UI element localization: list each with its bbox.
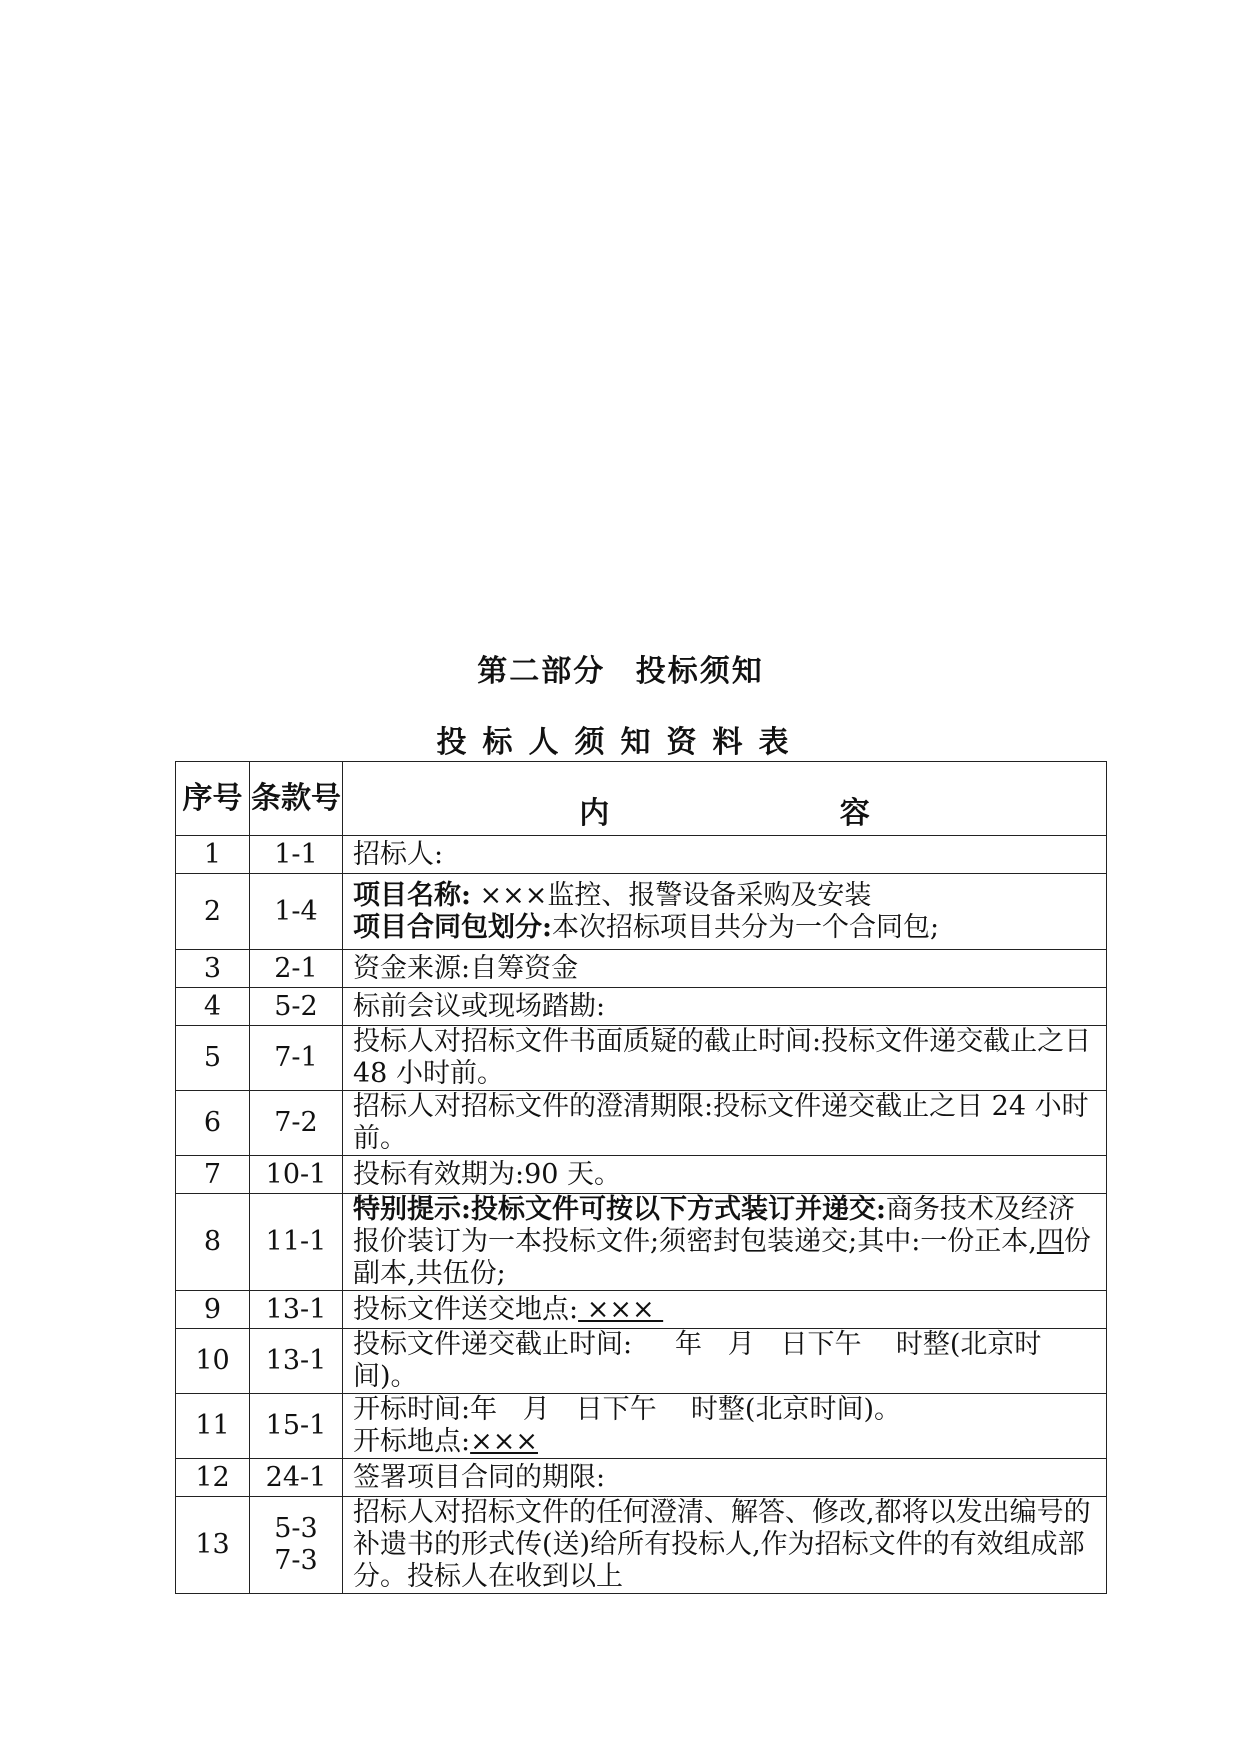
table-row	[176, 1026, 1107, 1091]
row-clause: 1-4	[250, 874, 343, 950]
table-row	[176, 988, 1107, 1026]
copies-count: 四	[1036, 1226, 1064, 1257]
clause-b: 7-3	[274, 1545, 318, 1576]
special-notice-label: 特别提示:投标文件可按以下方式装订并递交:	[353, 1194, 886, 1225]
special-notice-text: 商务技术及经济报价装订为一本投标文件;须密封包装递交;其中:一份正本,	[353, 1194, 1075, 1257]
row-no: 10	[176, 1329, 250, 1394]
row-content: 招标人对招标文件的任何澄清、解答、修改,都将以发出编号的补遗书的形式传(送)给所有投标人,作为招标文件的有效组成部分。投标人在收到以上	[343, 1497, 1107, 1594]
row-no: 7	[176, 1156, 250, 1194]
row-clause: 5-2	[250, 988, 343, 1026]
project-name-label: 项目名称:	[353, 879, 471, 911]
table-row	[176, 1291, 1107, 1329]
row-no: 2	[176, 874, 250, 950]
info-table	[175, 761, 1107, 1594]
table-row	[176, 1459, 1107, 1497]
row-content: 资金来源:自筹资金	[343, 950, 1107, 988]
project-name-value: ×××监控、报警设备采购及安装	[470, 879, 872, 911]
table-row	[176, 1394, 1107, 1459]
row-content: 签署项目合同的期限:	[343, 1459, 1107, 1497]
row-no: 8	[176, 1194, 250, 1291]
row-no: 5	[176, 1026, 250, 1091]
opening-place-value: ×××	[470, 1426, 538, 1457]
row-no: 12	[176, 1459, 250, 1497]
table-row	[176, 874, 1107, 950]
row-content: 投标有效期为:90 天。	[343, 1156, 1107, 1194]
row-content: 招标人对招标文件的澄清期限:投标文件递交截止之日 24 小时前。	[343, 1091, 1107, 1156]
row-no: 4	[176, 988, 250, 1026]
opening-time: 开标时间:年 月 日下午 时整(北京时间)。	[353, 1394, 901, 1425]
row-content: 投标文件递交截止时间: 年 月 日下午 时整(北京时间)。	[343, 1329, 1107, 1394]
row-no: 9	[176, 1291, 250, 1329]
header-clause: 条款号	[250, 762, 343, 836]
contract-package-value: 本次招标项目共分为一个合同包;	[551, 911, 940, 943]
row-clause: 15-1	[250, 1394, 343, 1459]
row-no: 3	[176, 950, 250, 988]
row-content: 标前会议或现场踏勘:	[343, 988, 1107, 1026]
row-content	[343, 1394, 1107, 1459]
row-clause: 1-1	[250, 836, 343, 874]
opening-place-label: 开标地点:	[353, 1426, 471, 1457]
section-title: 第二部分 投标须知	[477, 654, 764, 689]
row-no: 1	[176, 836, 250, 874]
table-header-row	[176, 762, 1107, 836]
special-notice-tail: 份副本,共伍份;	[353, 1226, 1091, 1289]
row-clause: 10-1	[250, 1156, 343, 1194]
row-no: 13	[176, 1497, 250, 1594]
row-content: 招标人:	[343, 836, 1107, 874]
table-row	[176, 1194, 1107, 1291]
table-row	[176, 1091, 1107, 1156]
row-content: 投标人对招标文件书面质疑的截止时间:投标文件递交截止之日 48 小时前。	[343, 1026, 1107, 1091]
row-content	[343, 874, 1107, 950]
row-no: 6	[176, 1091, 250, 1156]
row-clause: 13-1	[250, 1291, 343, 1329]
row-no: 11	[176, 1394, 250, 1459]
row-clause	[250, 1497, 343, 1594]
row-clause: 13-1	[250, 1329, 343, 1394]
contract-package-label: 项目合同包划分:	[353, 911, 552, 943]
table-row	[176, 1497, 1107, 1594]
row-content	[343, 1291, 1107, 1329]
row-clause: 11-1	[250, 1194, 343, 1291]
header-content: 内 容	[343, 762, 1107, 836]
row-clause: 24-1	[250, 1459, 343, 1497]
table-title: 投标人须知资料表	[436, 725, 805, 760]
header-no: 序号	[176, 762, 250, 836]
table-row	[176, 950, 1107, 988]
row-clause: 2-1	[250, 950, 343, 988]
table-row	[176, 836, 1107, 874]
clause-a: 5-3	[274, 1513, 318, 1544]
row-clause: 7-1	[250, 1026, 343, 1091]
table-row	[176, 1329, 1107, 1394]
table-row	[176, 1156, 1107, 1194]
row-clause: 7-2	[250, 1091, 343, 1156]
delivery-place-value: ×××	[578, 1293, 664, 1325]
row-content	[343, 1194, 1107, 1291]
delivery-place-label: 投标文件送交地点:	[353, 1293, 579, 1325]
